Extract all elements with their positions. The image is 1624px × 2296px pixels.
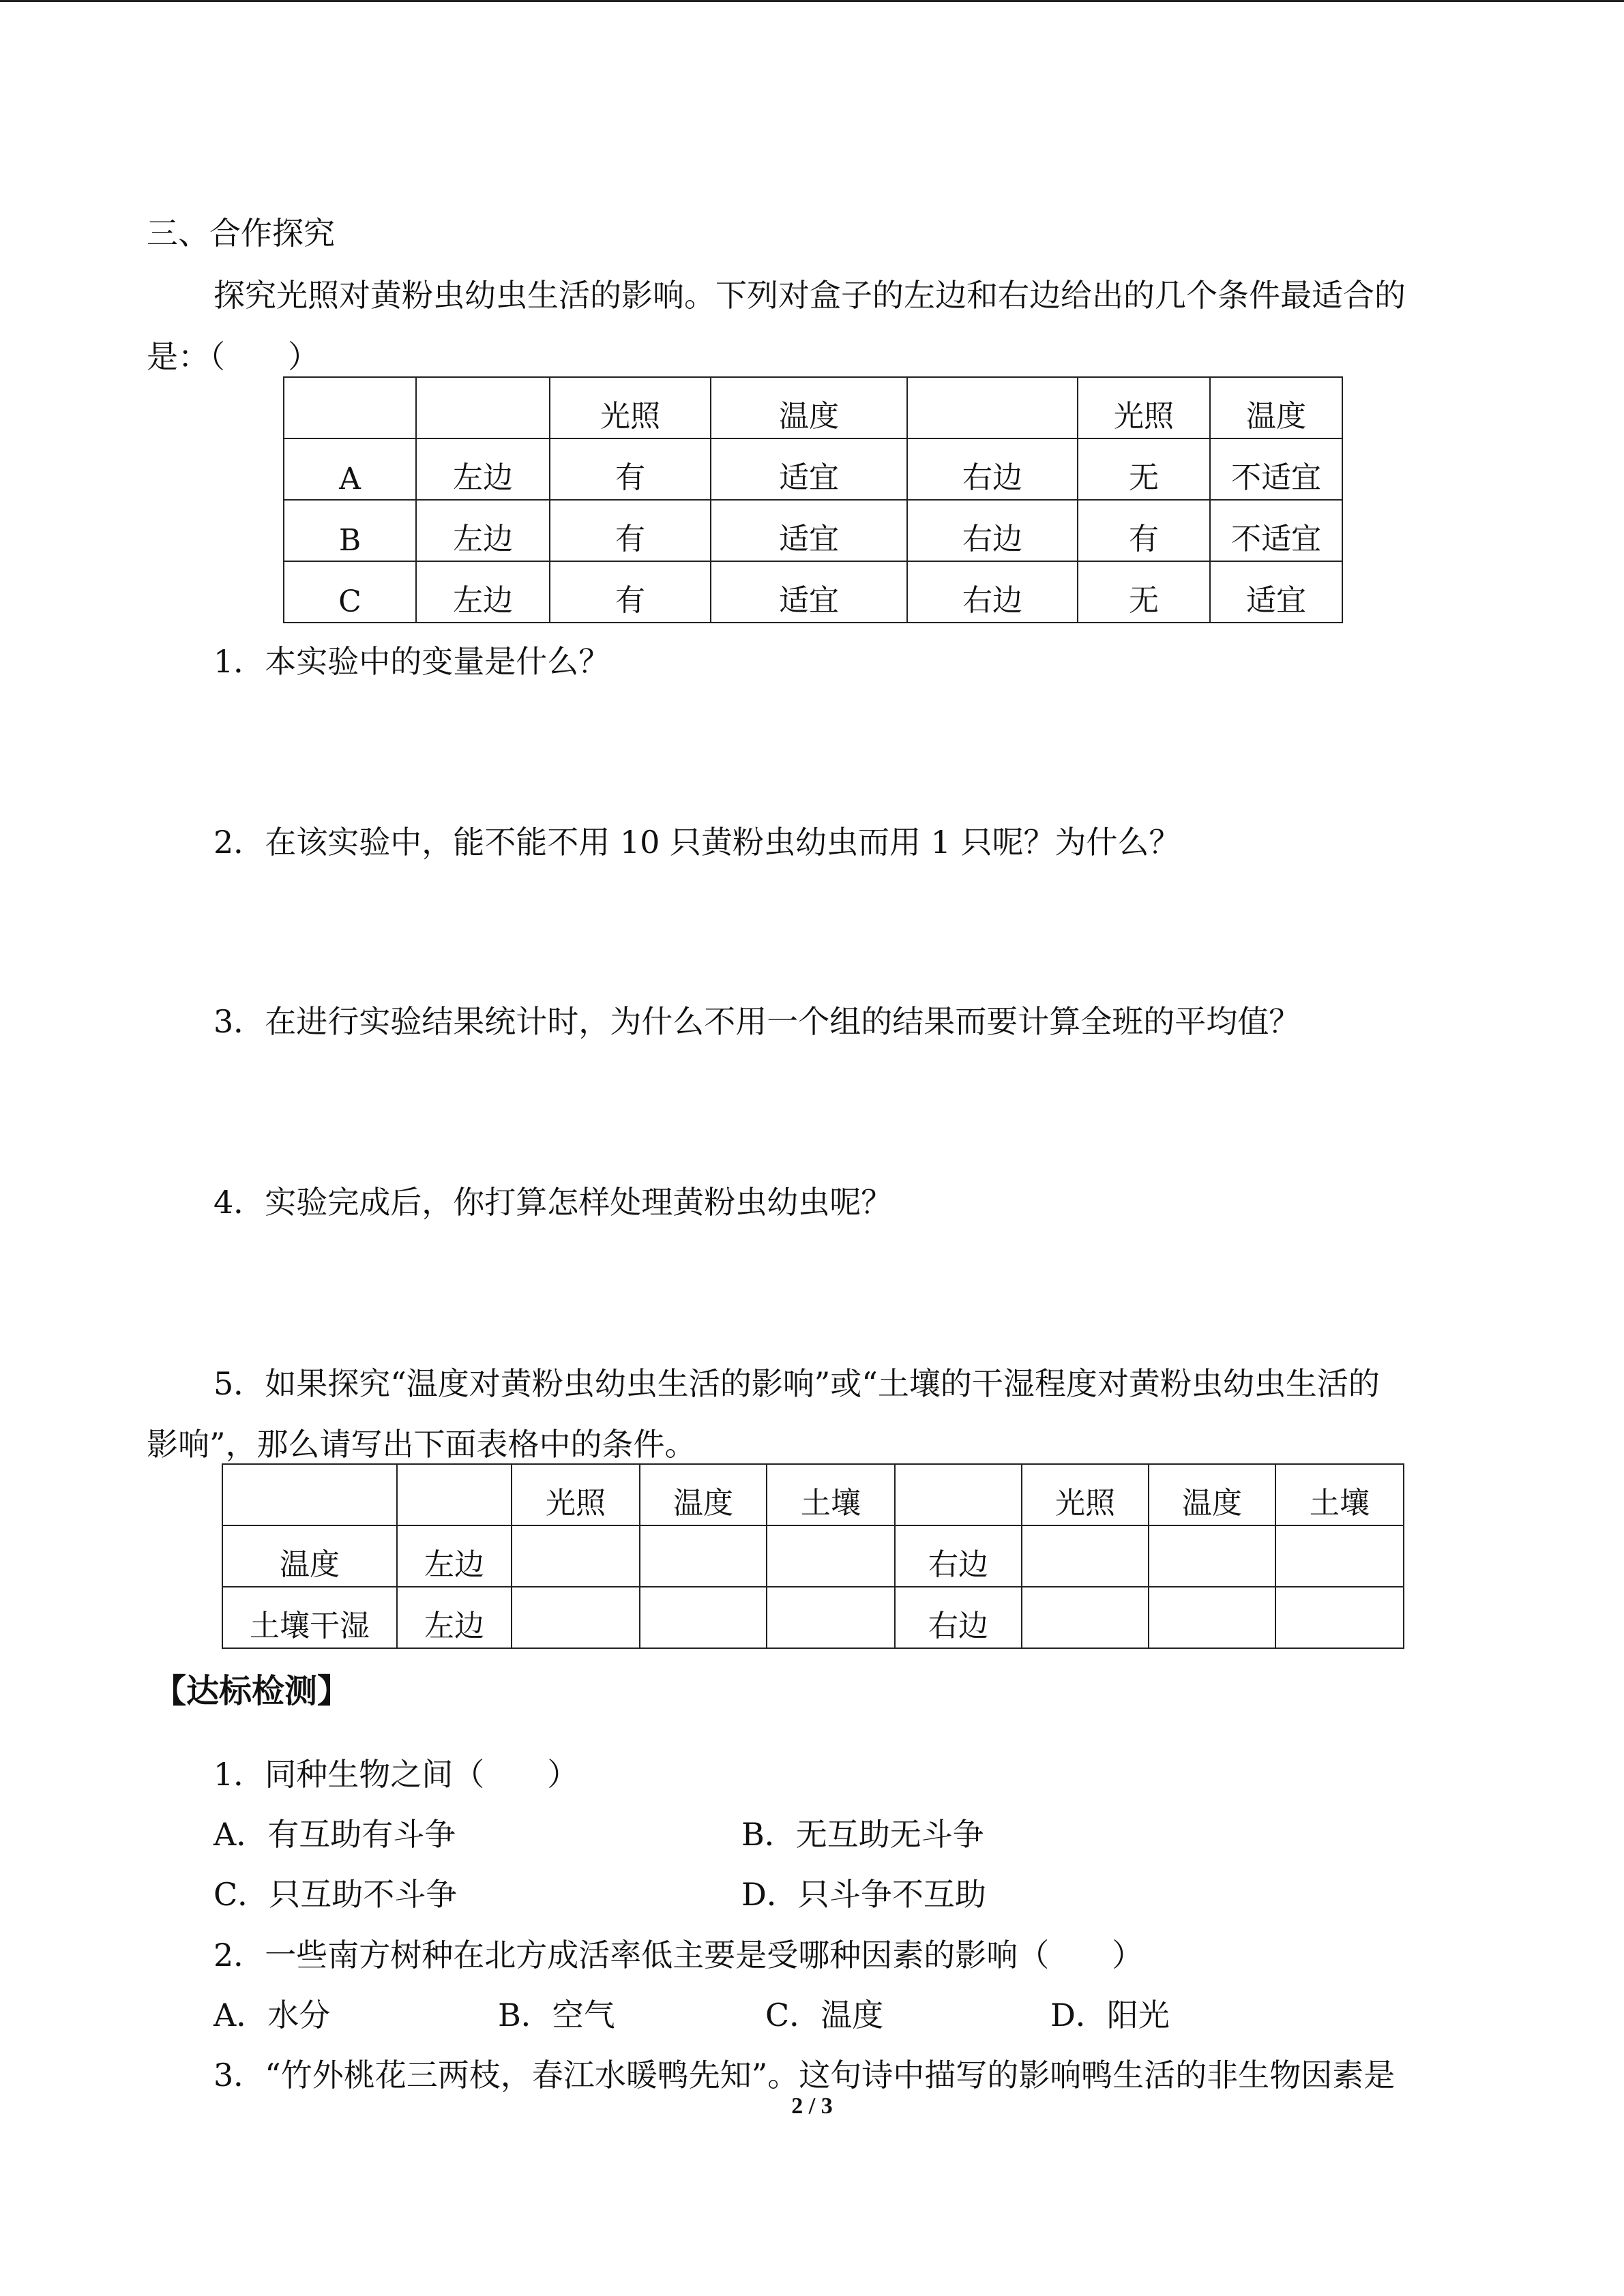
table-cell: 不适宜 <box>1210 438 1342 500</box>
table-cell <box>284 377 416 438</box>
table-cell <box>416 377 550 438</box>
table-cell: 左边 <box>416 561 550 623</box>
table-cell: 适宜 <box>711 500 907 561</box>
check-question-1: 1．同种生物之间（ ） <box>213 1756 579 1793</box>
answer-cell[interactable] <box>640 1525 767 1587</box>
check-question-3: 3．“竹外桃花三两枝，春江水暖鸭先知”。这句诗中描写的影响鸭生活的非生物因素是 <box>213 2057 1396 2093</box>
table-cell: 温度 <box>711 377 907 438</box>
table-cell: 光照 <box>550 377 711 438</box>
option-a[interactable]: A．有互助有斗争 <box>213 1816 456 1853</box>
table-cell: 土壤 <box>1275 1464 1404 1525</box>
table-cell: 光照 <box>1078 377 1210 438</box>
question-5-line-1: 5．如果探究“温度对黄粉虫幼虫生活的影响”或“土壤的干湿程度对黄粉虫幼虫生活的 <box>213 1365 1380 1402</box>
table-cell: 右边 <box>907 561 1078 623</box>
table-cell: 有 <box>550 438 711 500</box>
table-header-row <box>284 377 1342 438</box>
intro-line-1: 探究光照对黄粉虫幼虫生活的影响。下列对盒子的左边和右边给出的几个条件最适合的 <box>213 277 1406 314</box>
table-cell: 右边 <box>907 500 1078 561</box>
option-d[interactable]: D．阳光 <box>1050 1997 1170 2033</box>
table-cell: 适宜 <box>711 438 907 500</box>
page-number: 2 / 3 <box>791 2093 833 2119</box>
question-4: 4．实验完成后，你打算怎样处理黄粉虫幼虫呢？ <box>213 1184 893 1221</box>
table-cell: 左边 <box>397 1525 512 1587</box>
table-row <box>222 1587 1404 1648</box>
table-cell: 有 <box>1078 500 1210 561</box>
answer-cell[interactable] <box>1275 1587 1404 1648</box>
answer-cell[interactable] <box>512 1525 640 1587</box>
intro-line-2: 是：（ ） <box>147 338 319 375</box>
answer-cell[interactable] <box>1149 1525 1275 1587</box>
table-cell: 右边 <box>895 1587 1022 1648</box>
table-cell: 光照 <box>1022 1464 1149 1525</box>
table-row <box>222 1525 1404 1587</box>
table-cell: 右边 <box>895 1525 1022 1587</box>
answer-cell[interactable] <box>1275 1525 1404 1587</box>
option-a[interactable]: A．水分 <box>213 1997 331 2033</box>
table-cell: 有 <box>550 500 711 561</box>
table-cell: B <box>284 500 416 561</box>
table-row <box>284 561 1342 623</box>
table-cell: 左边 <box>416 500 550 561</box>
table-header-row <box>222 1464 1404 1525</box>
option-c[interactable]: C．只互助不斗争 <box>213 1876 458 1913</box>
answer-cell[interactable] <box>1022 1587 1149 1648</box>
table-cell: 无 <box>1078 438 1210 500</box>
table-cell: 适宜 <box>1210 561 1342 623</box>
table-cell <box>907 377 1078 438</box>
table-cell <box>222 1464 397 1525</box>
answer-cell[interactable] <box>767 1587 895 1648</box>
table-cell: 不适宜 <box>1210 500 1342 561</box>
question-3: 3．在进行实验结果统计时，为什么不用一个组的结果而要计算全班的平均值？ <box>213 1003 1301 1040</box>
table-row <box>284 500 1342 561</box>
table-cell: A <box>284 438 416 500</box>
table-cell: 土壤干湿 <box>222 1587 397 1648</box>
answer-cell[interactable] <box>767 1525 895 1587</box>
answer-cell[interactable] <box>1022 1525 1149 1587</box>
table-cell: 无 <box>1078 561 1210 623</box>
table-cell: 土壤 <box>767 1464 895 1525</box>
check-question-2: 2．一些南方树种在北方成活率低主要是受哪种因素的影响（ ） <box>213 1937 1144 1973</box>
option-b[interactable]: B．空气 <box>498 1997 615 2033</box>
answer-cell[interactable] <box>640 1587 767 1648</box>
check-heading: 【达标检测】 <box>153 1672 351 1710</box>
answer-cell[interactable] <box>1149 1587 1275 1648</box>
table-cell: 温度 <box>1210 377 1342 438</box>
option-c[interactable]: C．温度 <box>765 1997 884 2033</box>
conditions-table <box>283 376 1343 623</box>
table-cell: 温度 <box>640 1464 767 1525</box>
table-cell: 温度 <box>222 1525 397 1587</box>
table-cell: 有 <box>550 561 711 623</box>
answer-cell[interactable] <box>512 1587 640 1648</box>
conditions-fill-table <box>222 1463 1404 1649</box>
table-cell: C <box>284 561 416 623</box>
table-cell: 温度 <box>1149 1464 1275 1525</box>
section-title: 三、合作探究 <box>147 215 335 252</box>
question-5-line-2: 影响”，那么请写出下面表格中的条件。 <box>147 1426 696 1463</box>
question-2: 2．在该实验中，能不能不用 10 只黄粉虫幼虫而用 1 只呢？为什么？ <box>213 824 1181 861</box>
table-cell: 光照 <box>512 1464 640 1525</box>
question-1: 1．本实验中的变量是什么？ <box>213 643 610 680</box>
table-cell: 右边 <box>907 438 1078 500</box>
top-border-line <box>0 0 1624 2</box>
table-cell <box>895 1464 1022 1525</box>
table-cell: 左边 <box>416 438 550 500</box>
option-b[interactable]: B．无互助无斗争 <box>741 1816 984 1853</box>
table-row <box>284 438 1342 500</box>
table-cell: 左边 <box>397 1587 512 1648</box>
table-cell <box>397 1464 512 1525</box>
table-cell: 适宜 <box>711 561 907 623</box>
option-d[interactable]: D．只斗争不互助 <box>741 1876 986 1913</box>
